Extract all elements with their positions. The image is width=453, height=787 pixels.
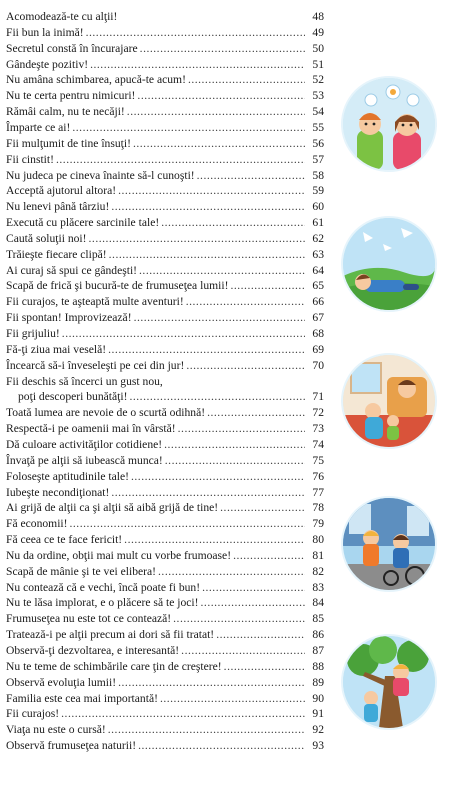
- toc-entry-title: Împarte ce ai!: [6, 120, 71, 134]
- toc-entry-title: Fii deschis să încerci un gust nou,: [6, 374, 163, 388]
- toc-leader-dots: [118, 674, 305, 691]
- toc-leader-dots: [181, 642, 305, 659]
- toc-entry-title: Nu te lăsa implorat, e o plăcere să te joci!: [6, 596, 199, 610]
- toc-entry-title: Învaţă pe alţii să iubească munca!: [6, 453, 163, 467]
- toc-entry-title: Observă-ţi dezvoltarea, e interesantă!: [6, 644, 180, 657]
- toc-entry: [6, 135, 324, 152]
- toc-entry-page: 72: [312, 406, 324, 420]
- toc-entry: [6, 214, 324, 231]
- toc-entry: [6, 151, 324, 168]
- toc-leader-dots: [224, 658, 305, 675]
- toc-leader-dots: [56, 151, 305, 168]
- toc-entry-page: 50: [312, 41, 324, 55]
- toc-leader-dots: [139, 262, 305, 279]
- toc-entry: [6, 182, 324, 199]
- toc-leader-dots: [197, 167, 305, 184]
- toc-entry-title: Fii mulţumit de tine însuţi!: [6, 136, 131, 150]
- toc-entry: [6, 230, 324, 247]
- toc-entry-page: 54: [312, 105, 324, 119]
- toc-entry: [6, 674, 324, 691]
- toc-entry-title: Execută cu plăcere sarcinile tale!: [6, 216, 160, 230]
- toc-entry: [6, 468, 324, 485]
- toc-entry-page: 78: [312, 501, 324, 515]
- toc-leader-dots: [70, 515, 306, 532]
- toc-leader-dots: [134, 309, 305, 326]
- toc-leader-dots: [173, 610, 305, 627]
- toc-entry: [6, 87, 324, 104]
- toc-entry: [6, 388, 324, 405]
- toc-leader-dots: [131, 468, 305, 485]
- toc-entry: [6, 626, 324, 643]
- toc-entry-title: Nu lenevi până târziu!: [6, 200, 110, 214]
- toc-leader-dots: [161, 214, 305, 231]
- toc-entry-page: 67: [312, 311, 324, 325]
- toc-entry-page: 80: [312, 533, 324, 547]
- toc-entry-page: 71: [312, 390, 324, 404]
- toc-entry-title: Fă-ţi ziua mai veselă!: [6, 342, 107, 356]
- toc-leader-dots: [129, 388, 305, 405]
- toc-leader-dots: [62, 325, 305, 342]
- toc-entry: [6, 373, 324, 390]
- toc-leader-dots: [202, 579, 305, 596]
- toc-entry-title: Familia este cea mai importantă!: [6, 691, 158, 705]
- toc-entry-page: 51: [312, 57, 324, 71]
- toc-entry-title: Fii grijuliu!: [6, 327, 60, 340]
- toc-entry-title: Încearcă să-i înveseleşti pe cei din jur!: [6, 358, 185, 372]
- toc-leader-dots: [127, 103, 305, 120]
- toc-entry-page: 52: [312, 73, 324, 87]
- toc-entry: [6, 246, 324, 263]
- toc-leader-dots: [137, 87, 305, 104]
- family-at-home-image: [343, 355, 435, 447]
- toc-entry-page: 74: [312, 437, 324, 451]
- toc-entry-title: Nu judeca pe cineva înainte să-l cunoşti!: [6, 168, 195, 182]
- toc-entry: [6, 547, 324, 564]
- toc-entry: [6, 277, 324, 294]
- toc-entry: [6, 531, 324, 548]
- toc-leader-dots: [111, 198, 305, 215]
- toc-entry-title: poţi descoperi bunătăţi!: [18, 390, 128, 404]
- toc-leader-dots: [118, 182, 305, 199]
- toc-leader-dots: [186, 357, 305, 374]
- toc-entry-page: 48: [312, 10, 324, 23]
- toc-entry-page: 70: [312, 358, 324, 372]
- toc-leader-dots: [220, 499, 305, 516]
- child-in-tree-illustration: [343, 636, 435, 728]
- toc-entry-page: 87: [312, 644, 324, 657]
- child-in-tree-image: [343, 636, 435, 728]
- toc-leader-dots: [138, 737, 305, 754]
- toc-entry: [6, 515, 324, 532]
- toc-entry-title: Gândeşte pozitiv!: [6, 57, 89, 71]
- toc-leader-dots: [164, 436, 305, 453]
- toc-leader-dots: [72, 119, 305, 136]
- toc-entry: [6, 357, 324, 374]
- toc-entry-title: Fă economii!: [6, 517, 68, 531]
- toc-leader-dots: [108, 721, 305, 738]
- toc-entry-page: 60: [312, 200, 324, 214]
- toc-entry: [6, 436, 324, 453]
- toc-entry: [6, 8, 324, 25]
- toc-entry: [6, 293, 324, 310]
- toc-entry-page: 82: [312, 564, 324, 578]
- toc-entry: [6, 341, 324, 358]
- toc-entry-page: 49: [312, 25, 324, 39]
- toc-entry-page: 61: [312, 216, 324, 230]
- toc-entry-page: 86: [312, 628, 324, 642]
- children-with-bicycle-illustration: [343, 498, 435, 590]
- toc-entry-title: Iubeşte necondiţionat!: [6, 485, 110, 499]
- toc-leader-dots: [124, 531, 305, 548]
- toc-leader-dots: [108, 341, 305, 358]
- toc-leader-dots: [201, 594, 305, 611]
- toc-entry-title: Acceptă ajutorul altora!: [6, 184, 117, 198]
- toc-entry-page: 73: [312, 422, 324, 436]
- toc-entry-title: Scapă de mânie şi te vei elibera!: [6, 564, 157, 578]
- toc-entry: [6, 40, 324, 57]
- toc-entry-title: Observă evoluţia lumii!: [6, 675, 117, 689]
- toc-entry-page: 79: [312, 517, 324, 531]
- toc-entry: [6, 705, 324, 722]
- toc-entry-page: 77: [312, 485, 324, 499]
- toc-entry-title: Fii bun la inimă!: [6, 25, 84, 39]
- boy-lying-in-grass-image: [343, 218, 435, 310]
- toc-entry: [6, 71, 324, 88]
- toc-entry-title: Nu te certa pentru nimicuri!: [6, 89, 136, 103]
- toc-entry-page: 93: [312, 739, 324, 753]
- toc-entry-title: Nu da ordine, obţii mai mult cu vorbe frumoase!: [6, 548, 232, 562]
- toc-entry-page: 83: [312, 580, 324, 594]
- toc-entry: [6, 309, 324, 326]
- toc-entry-page: 91: [312, 707, 324, 721]
- toc-entry-page: 90: [312, 691, 324, 705]
- boy-lying-in-grass-illustration: [343, 218, 435, 310]
- toc-entry-title: Frumuseţea nu este tot ce contează!: [6, 612, 172, 626]
- toc-entry-page: 57: [312, 152, 324, 166]
- toc-entry-title: Fă ceea ce te face fericit!: [6, 533, 123, 547]
- toc-leader-dots: [111, 484, 305, 501]
- toc-entry: [6, 642, 324, 659]
- toc-leader-dots: [216, 626, 305, 643]
- toc-entry: [6, 658, 324, 675]
- toc-entry: [6, 198, 324, 215]
- toc-entry: [6, 167, 324, 184]
- toc-entry-title: Observă frumuseţea naturii!: [6, 739, 137, 753]
- toc-leader-dots: [158, 563, 305, 580]
- toc-entry-title: Foloseşte aptitudinile tale!: [6, 469, 129, 483]
- toc-entry: [6, 610, 324, 627]
- toc-entry-page: 88: [312, 659, 324, 673]
- toc-entry: [6, 452, 324, 469]
- toc-entry: [6, 56, 324, 73]
- toc-entry-page: 81: [312, 548, 324, 562]
- toc-entry-title: Fii curajos!: [6, 707, 60, 721]
- toc-leader-dots: [86, 24, 305, 41]
- toc-entry-title: Toată lumea are nevoie de o scurtă odihnă!: [6, 406, 206, 420]
- toc-leader-dots: [109, 246, 305, 263]
- toc-entry-page: 66: [312, 295, 324, 309]
- toc-entry-title: Scapă de frică şi bucură-te de frumuseţea lumii!: [6, 279, 229, 293]
- toc-entry: [6, 737, 324, 754]
- toc-entry-title: Fii curajos, te aşteaptă multe aventuri!: [6, 295, 184, 309]
- toc-entry-page: 84: [312, 596, 324, 610]
- toc-entry: [6, 262, 324, 279]
- toc-entry: [6, 563, 324, 580]
- family-at-home-illustration: [343, 355, 435, 447]
- toc-entry: [6, 325, 324, 342]
- toc-entry: [6, 690, 324, 707]
- toc-entry-title: Tratează-i pe alţii precum ai dori să fii tratat!: [6, 628, 215, 642]
- toc-entry-title: Caută soluţii noi!: [6, 231, 87, 245]
- toc-leader-dots: [207, 404, 305, 421]
- toc-leader-dots: [61, 705, 305, 722]
- toc-leader-dots: [165, 452, 305, 469]
- toc-entry-page: 69: [312, 342, 324, 356]
- toc-entry-page: 92: [312, 723, 324, 737]
- toc-entry-page: 63: [312, 247, 324, 261]
- toc-entry-title: Respectă-i pe oamenii mai în vârstă!: [6, 422, 176, 436]
- children-thinking-image: [343, 78, 435, 170]
- toc-entry-title: Dă culoare activităţilor cotidiene!: [6, 437, 163, 451]
- toc-leader-dots: [133, 135, 305, 152]
- toc-entry-title: Ai curaj să spui ce gândeşti!: [6, 263, 138, 277]
- children-with-bicycle-image: [343, 498, 435, 590]
- toc-entry-title: Acomodează-te cu alţii!: [6, 10, 118, 23]
- toc-entry: [6, 103, 324, 120]
- toc-entry-page: 58: [312, 168, 324, 182]
- toc-leader-dots: [186, 293, 305, 310]
- toc-entry-page: 76: [312, 469, 324, 483]
- toc-entry-title: Secretul constă în încurajare: [6, 41, 138, 55]
- toc-entry: [6, 484, 324, 501]
- toc-entry: [6, 579, 324, 596]
- toc-entry-page: 64: [312, 263, 324, 277]
- toc-entry-title: Fii cinstit!: [6, 152, 54, 166]
- toc-entry: [6, 404, 324, 421]
- toc-entry-page: 53: [312, 89, 324, 103]
- toc-entry-page: 59: [312, 184, 324, 198]
- toc-entry-page: 56: [312, 136, 324, 150]
- children-thinking-illustration: [343, 78, 435, 170]
- toc-entry-title: Trăieşte fiecare clipă!: [6, 247, 107, 261]
- toc-entry-title: Nu amâna schimbarea, apucă-te acum!: [6, 73, 186, 87]
- toc-leader-dots: [89, 230, 305, 247]
- toc-entry: [6, 721, 324, 738]
- toc-leader-dots: [188, 71, 305, 88]
- toc-entry: [6, 594, 324, 611]
- toc-entry-page: 85: [312, 612, 324, 626]
- toc-entry-page: 62: [312, 231, 324, 245]
- toc-leader-dots: [90, 56, 305, 73]
- toc-leader-dots: [140, 40, 305, 57]
- toc-leader-dots: [178, 420, 305, 437]
- toc-entry-title: Nu contează că e vechi, încă poate fi bun!: [6, 580, 201, 594]
- toc-entry-page: 89: [312, 675, 324, 689]
- toc-leader-dots: [160, 690, 305, 707]
- toc-entry-page: 55: [312, 120, 324, 134]
- toc-entry-title: Viaţa nu este o cursă!: [6, 723, 106, 737]
- toc-entry: [6, 119, 324, 136]
- toc-entry: [6, 420, 324, 437]
- toc-entry-title: Rămâi calm, nu te necăji!: [6, 105, 125, 119]
- toc-entry-title: Nu te teme de schimbările care ţin de creştere!: [6, 659, 222, 673]
- toc-leader-dots: [230, 277, 305, 294]
- toc-entry: [6, 24, 324, 41]
- toc-entry: [6, 499, 324, 516]
- toc-entry-page: 68: [312, 327, 324, 340]
- toc-entry-page: 65: [312, 279, 324, 293]
- toc-entry-page: 75: [312, 453, 324, 467]
- toc-entry-title: Fii spontan! Improvizează!: [6, 311, 132, 325]
- toc-entry-title: Ai grijă de alţii ca şi alţii să aibă grijă de tine!: [6, 501, 219, 515]
- toc-leader-dots: [233, 547, 305, 564]
